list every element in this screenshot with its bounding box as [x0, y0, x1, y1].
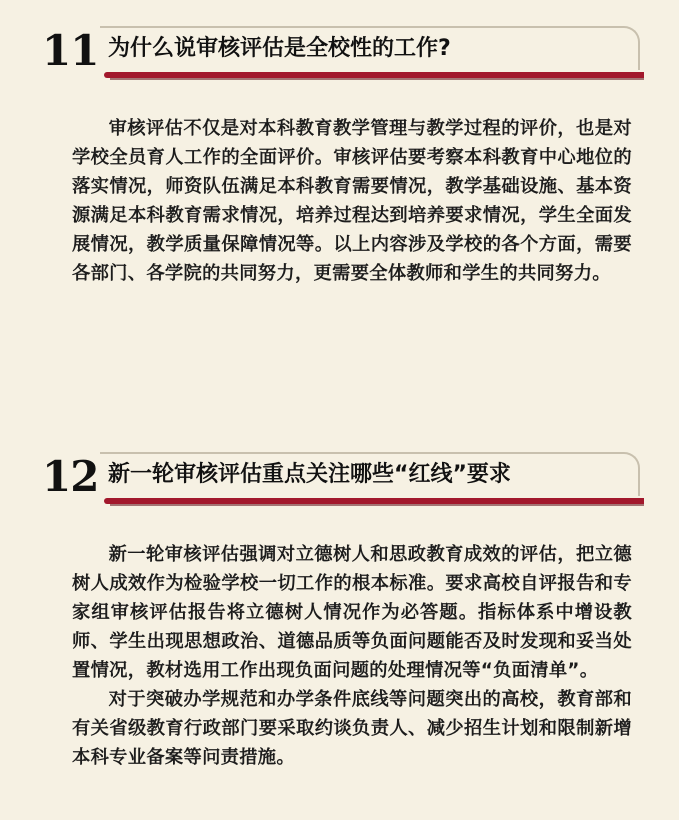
section-body	[72, 540, 632, 772]
section-number: 12	[42, 452, 99, 501]
paragraph: 对于突破办学规范和办学条件底线等问题突出的高校，教育部和有关省级教育行政部门要采取约谈负责人、减少招生计划和限制新增本科专业备案等问责措施。	[72, 689, 632, 768]
section-header	[0, 22, 679, 84]
paragraph: 新一轮审核评估强调对立德树人和思政教育成效的评估，把立德树人成效作为检验学校一切工作的根本标准。要求高校自评报告和专家组审核评估报告将立德树人情况作为必答题。指标体系中增设教师、学生出现思想政治、道德品质等负面问题能否及时发现和妥当处置情况，教材选用工作出现负面问题的处理情况等“负面清单”。	[72, 544, 632, 681]
section-number: 11	[42, 26, 99, 75]
paragraph: 审核评估不仅是对本科教育教学管理与教学过程的评价，也是对学校全员育人工作的全面评价。审核评估要考察本科教育中心地位的落实情况，师资队伍满足本科教育需要情况，教学基础设施、基本资源满足本科教育需求情况，培养过程达到培养要求情况，学生全面发展情况，教学质量保障情况等。以上内容涉及学校的各个方面，需要各部门、各学院的共同努力，更需要全体教师和学生的共同努力。	[72, 118, 632, 284]
section-12	[0, 448, 679, 768]
title-underline-shadow	[110, 504, 644, 506]
section-title: 新一轮审核评估重点关注哪些“红线”要求	[108, 462, 511, 487]
section-header	[0, 448, 679, 510]
section-11	[0, 22, 679, 284]
section-body	[72, 114, 632, 288]
section-title: 为什么说审核评估是全校性的工作?	[108, 36, 451, 61]
title-underline-shadow	[110, 78, 644, 80]
